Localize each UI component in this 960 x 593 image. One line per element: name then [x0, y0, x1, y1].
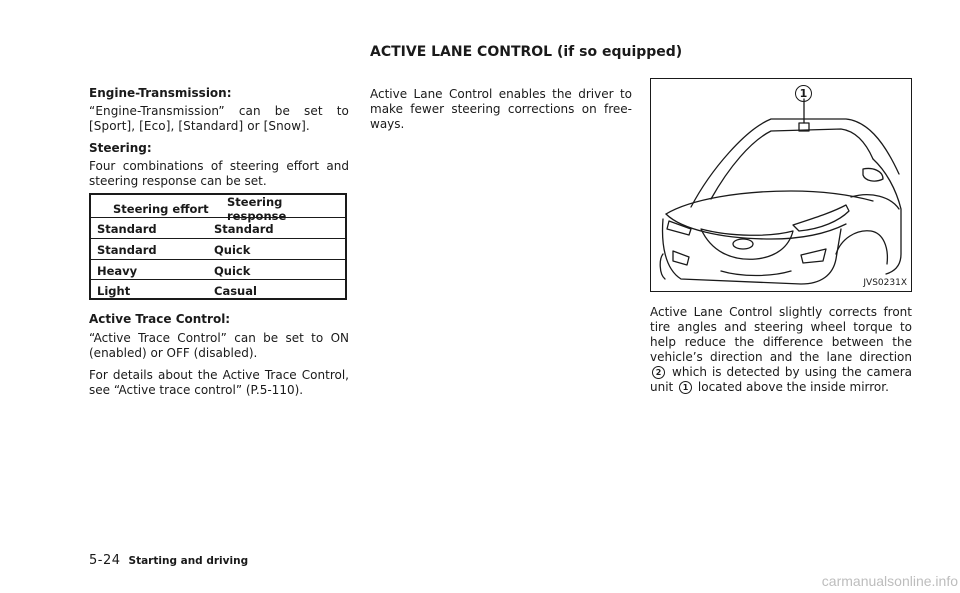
engine-text: “Engine-Transmission” can be set to [Sport], [Eco], [Standard] or [Snow].: [89, 104, 349, 133]
description-text: [650, 305, 912, 395]
table-cell: Standard: [214, 221, 274, 236]
table-cell: Quick: [214, 242, 251, 257]
description-part-1: Active Lane Control slightly corrects front tire angles and steering wheel torque to help reduce the difference between the vehicle’s direction and the lane direction: [650, 305, 912, 364]
car-figure: [650, 78, 912, 292]
callout-1: 1: [795, 85, 812, 102]
table-cell: Casual: [214, 283, 257, 298]
section-title: ACTIVE LANE CONTROL (if so equipped): [370, 44, 683, 60]
table-row: [91, 217, 345, 239]
steering-table: [89, 193, 347, 300]
trace-text: “Active Trace Control” can be set to ON (enabled) or OFF (disabled).: [89, 331, 349, 360]
figure-code: JVS0231X: [863, 278, 907, 288]
steering-text: Four combinations of steering effort and steering response can be set.: [89, 159, 349, 188]
table-header-cell: Steering response: [227, 194, 287, 223]
car-illustration: [651, 79, 910, 290]
table-cell: Standard: [97, 242, 157, 257]
description-part-2: which is detected by using the camera unit: [650, 365, 912, 394]
trace-details-text: For details about the Active Trace Control, see “Active trace control” (P.5-110).: [89, 368, 349, 397]
table-row: [91, 279, 345, 301]
intro-text: Active Lane Control enables the driver to make fewer steering corrections on free-ways.: [370, 87, 632, 131]
table-header-cell: Steering effort: [113, 201, 209, 216]
table-header: [91, 194, 345, 223]
table-row: [91, 259, 345, 281]
engine-heading: Engine-Transmission:: [89, 86, 232, 100]
description-part-3: located above the inside mirror.: [697, 380, 889, 394]
callout-2-inline: 2: [652, 366, 665, 379]
table-cell: Heavy: [97, 263, 138, 278]
trace-heading: Active Trace Control:: [89, 312, 231, 326]
page-footer: [89, 553, 248, 568]
table-cell: Quick: [214, 263, 251, 278]
callout-1-inline: 1: [679, 381, 692, 394]
steering-heading: Steering:: [89, 141, 152, 155]
table-row: [91, 238, 345, 260]
table-cell: Light: [97, 283, 131, 298]
table-cell: Standard: [97, 221, 157, 236]
watermark: carmanualsonline.info: [821, 573, 958, 589]
page-number: 5-24: [89, 553, 121, 568]
footer-section: Starting and driving: [128, 555, 249, 567]
